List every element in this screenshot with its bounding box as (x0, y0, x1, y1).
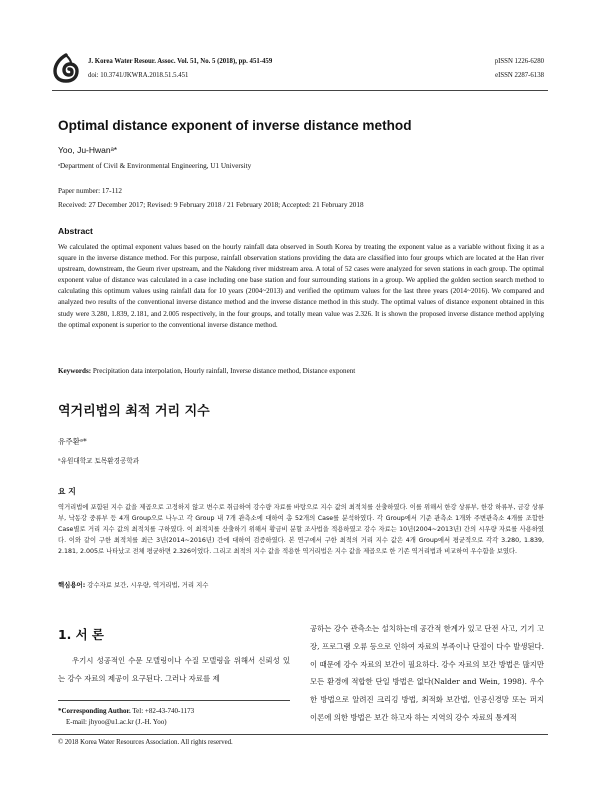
korean-author: 유주환ᵃ* (58, 437, 87, 446)
eissn-text: eISSN 2287-6138 (495, 72, 544, 79)
doi-text[interactable]: doi: 10.3741/JKWRA.2018.51.5.451 (88, 72, 189, 79)
abstract-body: We calculated the optimal exponent values based on the hourly rainfall data observed in South Korea by treating the exponent value as a variable without fixing it as a square in the inverse distance method. For this purpose, rainfall observation stations providing the data are classified into four groups which are located at the Han river upstream, downstream, the Geum river upstream, and the Nakdong river midstream area. A total of 52 cases were analyzed for seven stations in each group. The optimal exponent value of distance was calculated in a case including one base station and four surrounding stations in a group. We applied the golden section search method to calculating this optimum values using rainfall data for 10 years (2004~2013) and verified the optimum values for the last three years (2014~2016). We compared and analyzed two results of the conventional inverse distance method and the inverse distance method in this study. The optimal values of distance exponent obtained in this study were 3.280, 1.839, 2.181, and 2.005 respectively, in the four groups, and totally mean value was 2.326. It is shown the proposed inverse distance method applying the optimal exponent is superior to the conventional inverse distance method. (58, 243, 544, 329)
korean-title: 역거리법의 최적 거리 지수 (58, 404, 210, 419)
intro-right-column: 공하는 강수 관측소는 설치하는데 공간적 한계가 있고 단전 사고, 기기 고장, 프로그램 오류 등으로 인하여 자료의 부족이나 단절이 다수 발생된다. 이 때문에 강수 자료의 보간이 필요하다. 강수 자료의 보간 방법은 많지만 모든 환경에 적합한 단일 방법은 없다(Nalder and Wein, 1998). 우수한 방법으로 알려진 크리깅 방법, 최적화 보간법, 인공신경망 또는 퍼지 이론에 의한 방법은 보간 하고자 하는 지역의 강수 자료의 통계적 (310, 624, 544, 722)
keywords-list: Precipitation data interpolation, Hourly rainfall, Inverse distance method, Distance exponent (91, 367, 356, 375)
corresponding-tel: Tel: +82-43-740-1173 (130, 707, 195, 715)
intro-left-column (58, 652, 290, 688)
header-divider (52, 90, 548, 91)
corresponding-email[interactable]: E-mail: jhyoo@u1.ac.kr (J.-H. Yoo) (66, 718, 167, 726)
submission-dates: Received: 27 December 2017; Revised: 9 February 2018 / 21 February 2018; Accepted: 21 February 2018 (58, 201, 364, 209)
english-title: Optimal distance exponent of inverse distance method (58, 118, 412, 133)
kwra-logo-icon (52, 53, 80, 83)
copyright-notice: © 2018 Korea Water Resources Association. All rights reserved. (58, 739, 233, 746)
journal-citation: J. Korea Water Resour. Assoc. Vol. 51, No. 5 (2018), pp. 451-459 (88, 58, 273, 65)
section-heading-introduction: 1. 서 론 (58, 627, 104, 642)
abstract-heading: Abstract (58, 226, 93, 236)
korean-keywords-label: 핵심용어: (58, 581, 86, 589)
english-author: Yoo, Ju-Hwanᵃ* (58, 145, 118, 155)
english-affiliation: ᵃDepartment of Civil & Environmental Engineering, U1 University (58, 162, 252, 170)
intro-left-text: 우기시 성공적인 수문 모델링이나 수질 모델링을 위해서 신뢰성 있는 강수 자료의 제공이 요구된다. 그러나 자료를 제 (58, 656, 290, 683)
pissn-text: pISSN 1226-6280 (494, 58, 544, 65)
korean-abstract-body: 역거리법에 포함된 지수 값을 제곱으로 고정하지 않고 변수로 취급하여 강수량 자료를 바탕으로 지수 값의 최적치를 산출하였다. 이를 위해서 한강 상류부, 한강 하류부, 금강 상류부, 낙동강 중류부 등 4개 Group으로 나누고 각 Group 내 7개 관측소에 대하여 총 52개의 Case를 분석하였다. 각 Group에서 기준 관측소 1개와 주변관측소 4개를 조합한 Case별로 거리 지수 값의 최적치를 구하였다. 이 최적치를 산출하기 위해서 황금비 분할 조사법을 적용하였고 강수 자료는 10년(2004~2013년) 간의 시우량 자료를 사용하였다. 이와 같이 구한 최적치를 최근 3년(2014~2016년) 간에 대하여 검증하였다. 본 연구에서 구한 최적의 거리 지수 값은 4개 Group에서 평균적으로 각각 3.280, 1.839, 2.181, 2.005로 나타났고 전체 평균하면 2.326이었다. 그리고 최적의 지수 값을 적용한 역거리법은 지수 값을 제곱으로 한 기존 역거리법과 비교하여 우수함을 보였다. (58, 504, 544, 556)
korean-abstract-heading: 요 지 (58, 487, 76, 496)
korean-keywords (58, 580, 208, 589)
corresponding-label: *Corresponding Author. (58, 707, 131, 715)
korean-keywords-list: 강수자료 보간, 시우량, 역거리법, 거리 지수 (85, 581, 209, 589)
english-keywords (58, 367, 544, 375)
korean-affiliation: ᵃ유원대학교 토목환경공학과 (58, 457, 140, 465)
journal-header (0, 0, 600, 86)
corresponding-author-note (58, 707, 194, 715)
keywords-label: Keywords: (58, 367, 92, 375)
footnote-divider (58, 700, 290, 701)
paper-number: Paper number: 17-112 (58, 187, 123, 195)
footer-divider (52, 734, 548, 735)
